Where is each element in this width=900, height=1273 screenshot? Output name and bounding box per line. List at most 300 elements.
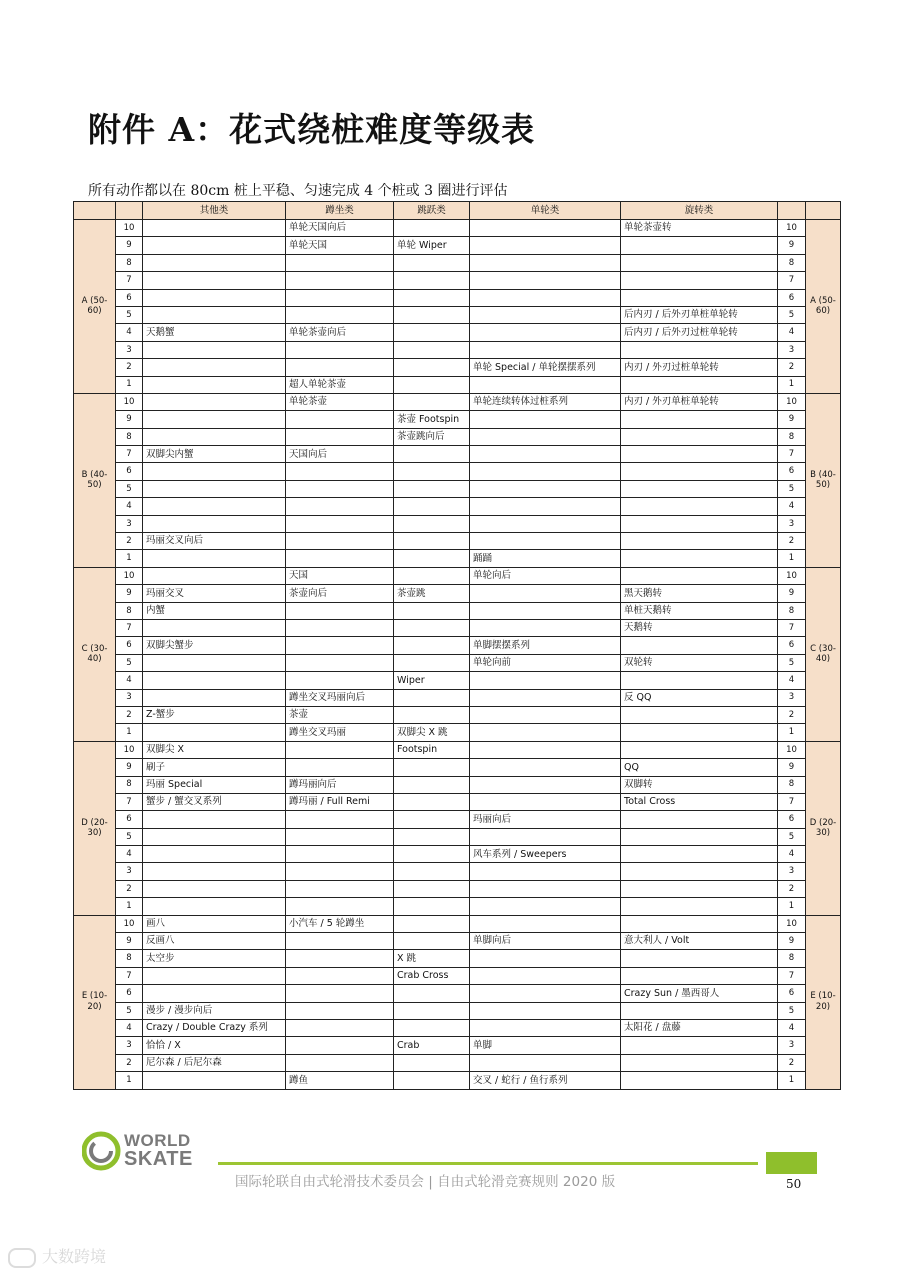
move-cell xyxy=(470,515,621,532)
move-cell xyxy=(143,672,286,689)
level-cell-right: 2 xyxy=(778,880,806,897)
move-cell xyxy=(470,376,621,393)
move-cell xyxy=(394,341,470,358)
move-cell xyxy=(394,567,470,584)
table-row xyxy=(74,811,841,828)
level-cell-right: 5 xyxy=(778,654,806,671)
level-cell-right: 3 xyxy=(778,863,806,880)
move-cell: 单轮天国 xyxy=(286,237,394,254)
group-label-right: C (30-40) xyxy=(806,567,841,741)
group-label-left: C (30-40) xyxy=(74,567,116,741)
move-cell xyxy=(286,480,394,497)
level-cell-right: 5 xyxy=(778,306,806,323)
table-row xyxy=(74,880,841,897)
table-row xyxy=(74,428,841,445)
move-cell xyxy=(394,933,470,950)
table-row xyxy=(74,446,841,463)
move-cell: 单轮 Wiper xyxy=(394,237,470,254)
header-squat: 蹲坐类 xyxy=(286,202,394,220)
table-row xyxy=(74,1019,841,1036)
move-cell xyxy=(394,306,470,323)
table-row xyxy=(74,324,841,341)
table-row xyxy=(74,915,841,932)
move-cell xyxy=(621,724,778,741)
level-cell: 8 xyxy=(116,950,143,967)
difficulty-table xyxy=(73,201,841,1090)
move-cell xyxy=(143,828,286,845)
level-cell-right: 4 xyxy=(778,846,806,863)
move-cell xyxy=(143,724,286,741)
level-cell-right: 3 xyxy=(778,341,806,358)
move-cell: 天鹅蟹 xyxy=(143,324,286,341)
level-cell: 3 xyxy=(116,863,143,880)
move-cell xyxy=(286,811,394,828)
table-row xyxy=(74,967,841,984)
move-cell: 单轮天国向后 xyxy=(286,220,394,237)
move-cell: Crab Cross xyxy=(394,967,470,984)
move-cell xyxy=(394,985,470,1002)
move-cell xyxy=(394,811,470,828)
level-cell-right: 4 xyxy=(778,498,806,515)
move-cell: 单脚摆摆系列 xyxy=(470,637,621,654)
move-cell xyxy=(286,637,394,654)
table-row xyxy=(74,933,841,950)
level-cell: 1 xyxy=(116,376,143,393)
logo-wordmark xyxy=(124,1131,193,1169)
move-cell xyxy=(394,393,470,410)
level-cell: 10 xyxy=(116,741,143,758)
move-cell xyxy=(470,220,621,237)
move-cell xyxy=(143,1072,286,1089)
move-cell xyxy=(394,863,470,880)
move-cell xyxy=(621,811,778,828)
table-row xyxy=(74,672,841,689)
move-cell xyxy=(470,533,621,550)
level-cell-right: 1 xyxy=(778,724,806,741)
move-cell xyxy=(470,759,621,776)
level-cell-right: 4 xyxy=(778,324,806,341)
move-cell xyxy=(470,863,621,880)
level-cell: 10 xyxy=(116,220,143,237)
move-cell xyxy=(470,985,621,1002)
move-cell xyxy=(621,515,778,532)
move-cell xyxy=(286,306,394,323)
level-cell: 5 xyxy=(116,654,143,671)
move-cell xyxy=(621,498,778,515)
move-cell xyxy=(394,463,470,480)
level-cell: 2 xyxy=(116,706,143,723)
move-cell xyxy=(621,898,778,915)
move-cell xyxy=(143,654,286,671)
move-cell xyxy=(470,463,621,480)
level-cell: 10 xyxy=(116,567,143,584)
move-cell: 玛丽交叉 xyxy=(143,585,286,602)
level-cell: 9 xyxy=(116,585,143,602)
level-cell-right: 5 xyxy=(778,1002,806,1019)
move-cell xyxy=(470,272,621,289)
move-cell xyxy=(621,411,778,428)
move-cell xyxy=(143,480,286,497)
level-cell: 8 xyxy=(116,602,143,619)
level-cell: 2 xyxy=(116,533,143,550)
level-cell-right: 2 xyxy=(778,706,806,723)
level-cell: 10 xyxy=(116,393,143,410)
level-cell-right: 8 xyxy=(778,428,806,445)
move-cell: 单轮连续转体过桩系列 xyxy=(470,393,621,410)
move-cell xyxy=(143,567,286,584)
move-cell xyxy=(470,498,621,515)
move-cell xyxy=(394,706,470,723)
move-cell xyxy=(286,463,394,480)
move-cell: 茶壶 xyxy=(286,706,394,723)
move-cell xyxy=(143,898,286,915)
move-cell xyxy=(470,828,621,845)
move-cell: 双轮转 xyxy=(621,654,778,671)
level-cell-right: 6 xyxy=(778,985,806,1002)
level-cell-right: 10 xyxy=(778,567,806,584)
table-row xyxy=(74,1054,841,1071)
table-row xyxy=(74,898,841,915)
move-cell xyxy=(470,1019,621,1036)
table-row xyxy=(74,533,841,550)
move-cell: X 跳 xyxy=(394,950,470,967)
footer-text: 国际轮联自由式轮滑技术委员会 | 自由式轮滑竞赛规则 2020 版 xyxy=(235,1174,616,1190)
level-cell: 4 xyxy=(116,846,143,863)
move-cell: 反画八 xyxy=(143,933,286,950)
move-cell xyxy=(470,880,621,897)
move-cell: 后内刃 / 后外刃过桩单轮转 xyxy=(621,324,778,341)
header-blank-right xyxy=(806,202,841,220)
table-row xyxy=(74,741,841,758)
move-cell xyxy=(621,254,778,271)
level-cell: 7 xyxy=(116,272,143,289)
group-label-left: D (20-30) xyxy=(74,741,116,915)
move-cell xyxy=(621,550,778,567)
move-cell xyxy=(143,428,286,445)
move-cell: 超人单轮茶壶 xyxy=(286,376,394,393)
level-cell-right: 3 xyxy=(778,1037,806,1054)
level-cell: 6 xyxy=(116,985,143,1002)
move-cell xyxy=(286,672,394,689)
move-cell xyxy=(394,880,470,897)
move-cell xyxy=(470,1002,621,1019)
table-header-row xyxy=(74,202,841,220)
level-cell-right: 7 xyxy=(778,793,806,810)
level-cell-right: 5 xyxy=(778,480,806,497)
move-cell: 单脚向后 xyxy=(470,933,621,950)
move-cell xyxy=(143,272,286,289)
level-cell-right: 8 xyxy=(778,950,806,967)
level-cell: 2 xyxy=(116,359,143,376)
move-cell xyxy=(143,863,286,880)
header-spin: 旋转类 xyxy=(621,202,778,220)
move-cell: Footspin xyxy=(394,741,470,758)
move-cell xyxy=(621,341,778,358)
move-cell xyxy=(394,550,470,567)
move-cell: 单轮茶壶 xyxy=(286,393,394,410)
move-cell xyxy=(143,550,286,567)
watermark-icon xyxy=(8,1248,36,1268)
move-cell: Crab xyxy=(394,1037,470,1054)
move-cell xyxy=(394,759,470,776)
move-cell xyxy=(286,272,394,289)
move-cell xyxy=(621,741,778,758)
move-cell xyxy=(470,967,621,984)
level-cell-right: 9 xyxy=(778,237,806,254)
move-cell xyxy=(621,967,778,984)
move-cell xyxy=(286,846,394,863)
move-cell: 双脚尖内蟹 xyxy=(143,446,286,463)
move-cell xyxy=(143,619,286,636)
move-cell xyxy=(621,463,778,480)
level-cell: 1 xyxy=(116,724,143,741)
move-cell xyxy=(394,689,470,706)
move-cell xyxy=(470,793,621,810)
move-cell: Crazy / Double Crazy 系列 xyxy=(143,1019,286,1036)
move-cell xyxy=(286,985,394,1002)
move-cell xyxy=(621,828,778,845)
level-cell-right: 2 xyxy=(778,1054,806,1071)
move-cell xyxy=(143,985,286,1002)
level-cell: 6 xyxy=(116,637,143,654)
move-cell xyxy=(286,359,394,376)
page-number: 50 xyxy=(786,1177,802,1191)
footer-accent-block xyxy=(766,1152,817,1174)
group-label-right: A (50-60) xyxy=(806,220,841,394)
move-cell xyxy=(286,619,394,636)
level-cell-right: 8 xyxy=(778,602,806,619)
level-cell: 6 xyxy=(116,289,143,306)
header-other: 其他类 xyxy=(143,202,286,220)
move-cell xyxy=(621,950,778,967)
move-cell xyxy=(143,393,286,410)
table-row xyxy=(74,237,841,254)
move-cell: 黑天鹅转 xyxy=(621,585,778,602)
table-row xyxy=(74,1002,841,1019)
move-cell xyxy=(394,1054,470,1071)
level-cell: 8 xyxy=(116,428,143,445)
level-cell: 1 xyxy=(116,1072,143,1089)
move-cell xyxy=(621,846,778,863)
move-cell: 茶壶 Footspin xyxy=(394,411,470,428)
move-cell xyxy=(470,776,621,793)
move-cell xyxy=(143,689,286,706)
level-cell-right: 6 xyxy=(778,289,806,306)
move-cell xyxy=(286,967,394,984)
table-row xyxy=(74,254,841,271)
level-cell: 6 xyxy=(116,811,143,828)
move-cell xyxy=(621,915,778,932)
move-cell xyxy=(143,846,286,863)
move-cell: 单桩天鹅转 xyxy=(621,602,778,619)
move-cell: 太阳花 / 盘藤 xyxy=(621,1019,778,1036)
move-cell xyxy=(286,602,394,619)
table-row xyxy=(74,706,841,723)
move-cell xyxy=(621,1054,778,1071)
move-cell: 双脚尖 X xyxy=(143,741,286,758)
move-cell xyxy=(394,480,470,497)
level-cell-right: 4 xyxy=(778,672,806,689)
move-cell: 蟹步 / 蟹交叉系列 xyxy=(143,793,286,810)
move-cell xyxy=(143,306,286,323)
level-cell: 6 xyxy=(116,463,143,480)
table-row xyxy=(74,220,841,237)
table-row xyxy=(74,359,841,376)
move-cell xyxy=(286,654,394,671)
move-cell xyxy=(470,1054,621,1071)
move-cell: QQ xyxy=(621,759,778,776)
move-cell xyxy=(143,967,286,984)
move-cell xyxy=(470,689,621,706)
level-cell: 7 xyxy=(116,619,143,636)
level-cell-right: 6 xyxy=(778,637,806,654)
table-row xyxy=(74,585,841,602)
move-cell: 双脚转 xyxy=(621,776,778,793)
level-cell: 8 xyxy=(116,776,143,793)
move-cell xyxy=(470,411,621,428)
move-cell xyxy=(394,515,470,532)
table-row xyxy=(74,272,841,289)
group-label-left: B (40-50) xyxy=(74,393,116,567)
move-cell xyxy=(621,289,778,306)
level-cell-right: 5 xyxy=(778,828,806,845)
move-cell: 蹲鱼 xyxy=(286,1072,394,1089)
level-cell-right: 8 xyxy=(778,254,806,271)
level-cell-right: 1 xyxy=(778,898,806,915)
level-cell: 7 xyxy=(116,967,143,984)
move-cell xyxy=(394,1002,470,1019)
header-blank-level-right xyxy=(778,202,806,220)
move-cell: 小汽车 / 5 轮蹲坐 xyxy=(286,915,394,932)
move-cell: 交叉 / 蛇行 / 鱼行系列 xyxy=(470,1072,621,1089)
move-cell xyxy=(143,411,286,428)
table-row xyxy=(74,498,841,515)
footer-rule xyxy=(218,1162,758,1165)
move-cell xyxy=(394,654,470,671)
move-cell: 内蟹 xyxy=(143,602,286,619)
level-cell-right: 1 xyxy=(778,1072,806,1089)
table-row xyxy=(74,793,841,810)
table-row xyxy=(74,393,841,410)
move-cell xyxy=(470,672,621,689)
move-cell xyxy=(394,498,470,515)
move-cell: 蹲坐交叉玛丽向后 xyxy=(286,689,394,706)
move-cell xyxy=(394,637,470,654)
move-cell xyxy=(621,706,778,723)
level-cell-right: 7 xyxy=(778,619,806,636)
level-cell: 1 xyxy=(116,898,143,915)
level-cell: 5 xyxy=(116,828,143,845)
move-cell xyxy=(143,515,286,532)
level-cell-right: 7 xyxy=(778,446,806,463)
level-cell-right: 9 xyxy=(778,759,806,776)
level-cell-right: 9 xyxy=(778,933,806,950)
move-cell xyxy=(286,254,394,271)
table-row xyxy=(74,828,841,845)
move-cell xyxy=(470,306,621,323)
move-cell xyxy=(621,533,778,550)
level-cell: 5 xyxy=(116,306,143,323)
level-cell-right: 3 xyxy=(778,515,806,532)
level-cell-right: 6 xyxy=(778,811,806,828)
table-row xyxy=(74,463,841,480)
move-cell: 意大利人 / Volt xyxy=(621,933,778,950)
move-cell xyxy=(470,341,621,358)
move-cell xyxy=(394,359,470,376)
header-one-wheel: 单轮类 xyxy=(470,202,621,220)
level-cell: 7 xyxy=(116,793,143,810)
move-cell: 尼尔森 / 后尼尔森 xyxy=(143,1054,286,1071)
table-row xyxy=(74,689,841,706)
move-cell: Total Cross xyxy=(621,793,778,810)
level-cell: 3 xyxy=(116,341,143,358)
move-cell xyxy=(621,880,778,897)
move-cell xyxy=(470,724,621,741)
level-cell-right: 8 xyxy=(778,776,806,793)
move-cell xyxy=(286,1002,394,1019)
table-row xyxy=(74,637,841,654)
move-cell: 内刃 / 外刃过桩单轮转 xyxy=(621,359,778,376)
move-cell xyxy=(470,237,621,254)
level-cell-right: 1 xyxy=(778,550,806,567)
level-cell-right: 7 xyxy=(778,272,806,289)
table-row xyxy=(74,619,841,636)
move-cell xyxy=(621,237,778,254)
move-cell: Wiper xyxy=(394,672,470,689)
move-cell xyxy=(286,863,394,880)
move-cell xyxy=(286,341,394,358)
logo-line-skate: SKATE xyxy=(124,1148,193,1170)
move-cell: 蹲玛丽向后 xyxy=(286,776,394,793)
level-cell: 2 xyxy=(116,1054,143,1071)
move-cell xyxy=(143,811,286,828)
move-cell xyxy=(394,220,470,237)
level-cell-right: 9 xyxy=(778,585,806,602)
move-cell xyxy=(394,1072,470,1089)
move-cell: 漫步 / 漫步向后 xyxy=(143,1002,286,1019)
table-row xyxy=(74,306,841,323)
move-cell xyxy=(143,220,286,237)
level-cell: 8 xyxy=(116,254,143,271)
move-cell: 茶壶跳向后 xyxy=(394,428,470,445)
level-cell: 4 xyxy=(116,672,143,689)
move-cell: 蹲坐交叉玛丽 xyxy=(286,724,394,741)
table-row xyxy=(74,289,841,306)
move-cell: Z-蟹步 xyxy=(143,706,286,723)
move-cell xyxy=(470,289,621,306)
level-cell: 4 xyxy=(116,1019,143,1036)
level-cell-right: 2 xyxy=(778,359,806,376)
move-cell: 茶壶向后 xyxy=(286,585,394,602)
move-cell xyxy=(394,846,470,863)
move-cell xyxy=(394,254,470,271)
move-cell xyxy=(286,515,394,532)
level-cell-right: 10 xyxy=(778,915,806,932)
move-cell: 双脚尖蟹步 xyxy=(143,637,286,654)
move-cell xyxy=(470,898,621,915)
move-cell xyxy=(394,324,470,341)
move-cell xyxy=(470,428,621,445)
move-cell xyxy=(394,915,470,932)
move-cell xyxy=(394,776,470,793)
table-row xyxy=(74,654,841,671)
move-cell xyxy=(394,376,470,393)
level-cell-right: 1 xyxy=(778,376,806,393)
header-blank-left xyxy=(74,202,116,220)
move-cell: 风车系列 / Sweepers xyxy=(470,846,621,863)
table-row xyxy=(74,341,841,358)
move-cell xyxy=(394,446,470,463)
